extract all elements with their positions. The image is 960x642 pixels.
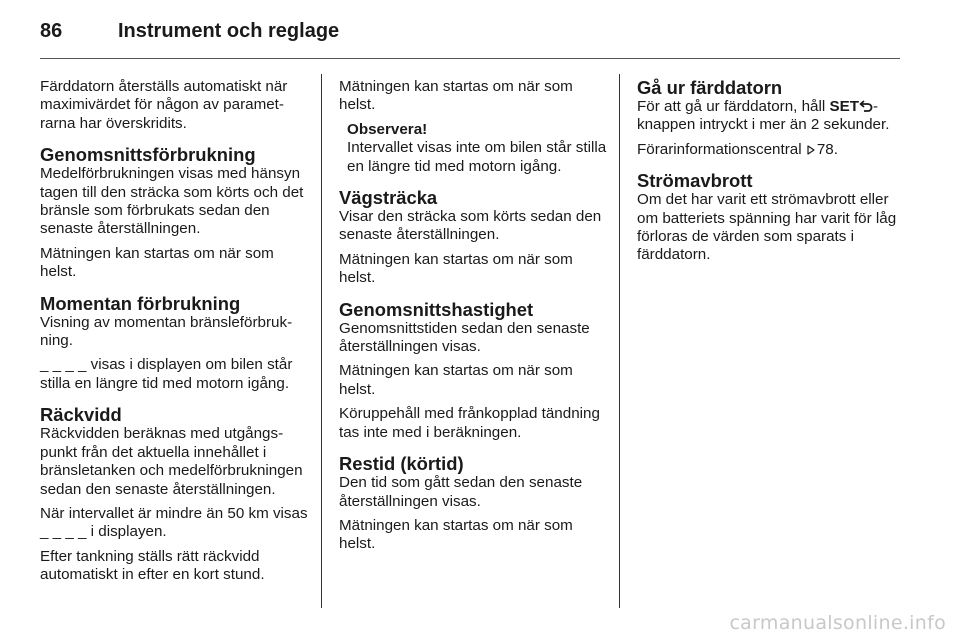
paragraph: Medelförbrukningen visas med hänsyn tagen till den sträcka som körts och det bränsle som förbrukats sedan den senaste återställningen. bbox=[40, 165, 304, 238]
note-text: Intervallet visas inte om bilen står stilla en längre tid med motorn igång. bbox=[347, 139, 607, 175]
watermark: carmanualsonline.info bbox=[729, 612, 946, 634]
page-title: Instrument och reglage bbox=[118, 20, 340, 42]
column-1 bbox=[40, 78, 310, 591]
intro-paragraph: Färddatorn återställs automatiskt när maximivärdet för någon av parametrarna har överskridits. bbox=[40, 78, 288, 132]
section-heading-instant-consumption: Momentan förbrukning bbox=[40, 292, 241, 314]
paragraph: Visar den sträcka som körts sedan den senaste återställningen. bbox=[339, 208, 602, 244]
section-heading-trip-time: Restid (körtid) bbox=[339, 453, 464, 475]
paragraph: Mätningen kan startas om när som helst. bbox=[40, 244, 274, 281]
page-number: 86 bbox=[40, 20, 63, 42]
note-box bbox=[339, 121, 607, 176]
set-button-label: SET bbox=[829, 98, 860, 115]
section-heading-avg-consumption: Genomsnittsförbrukning bbox=[40, 144, 256, 166]
reference-triangle-icon bbox=[807, 145, 815, 155]
section-heading-power-failure: Strömavbrott bbox=[637, 170, 753, 192]
paragraph: Köruppehåll med frånkopplad tändning tas inte med i beräkningen. bbox=[339, 405, 600, 441]
paragraph: Efter tankning ställs rätt räckvidd automatiskt in efter en kort stund. bbox=[40, 547, 265, 584]
column-3 bbox=[637, 78, 905, 271]
paragraph-exit-instructions bbox=[637, 98, 905, 135]
section-heading-distance: Vägsträcka bbox=[339, 187, 438, 209]
section-heading-range: Räckvidd bbox=[40, 404, 122, 426]
paragraph: När intervallet är mindre än 50 km visas _ _ _ _ i displayen. bbox=[40, 504, 308, 541]
exit-text-pre: För att gå ur färddatorn, håll bbox=[637, 98, 826, 115]
exit-text-post: -knappen intryckt i mer än 2 sekunder. bbox=[637, 98, 890, 134]
column-divider-2 bbox=[619, 74, 620, 608]
section-heading-exit: Gå ur färddatorn bbox=[637, 77, 783, 98]
paragraph: Mätningen kan startas om när som helst. bbox=[339, 362, 573, 398]
reference-page[interactable]: 78. bbox=[816, 140, 838, 158]
paragraph: Räckvidden beräknas med utgångspunkt från det aktuella innehållet i bränsletanken och medelförbrukningen sedan den senaste återställningen. bbox=[40, 425, 303, 498]
header-divider bbox=[40, 58, 900, 59]
paragraph: Mätningen kan startas om när som helst. bbox=[339, 250, 573, 287]
note-title: Observera! bbox=[347, 120, 428, 138]
paragraph: _ _ _ _ visas i displayen om bilen står stilla en längre tid med motorn igång. bbox=[40, 356, 293, 392]
paragraph: Visning av momentan bränsleförbrukning. bbox=[40, 313, 293, 350]
reference-text: Förarinformationscentral bbox=[637, 140, 802, 158]
paragraph-reference bbox=[637, 141, 905, 159]
paragraph: Mätningen kan startas om när som helst. bbox=[339, 516, 573, 553]
column-2 bbox=[339, 78, 607, 560]
paragraph: Mätningen kan startas om när som helst. bbox=[339, 78, 573, 114]
column-divider-1 bbox=[321, 74, 322, 608]
paragraph: Om det har varit ett strömavbrott eller om batteriets spänning har varit för låg förloras de värden som sparats i färddatorn. bbox=[637, 191, 897, 264]
paragraph: Den tid som gått sedan den senaste återställningen visas. bbox=[339, 474, 583, 510]
section-heading-avg-speed: Genomsnittshastighet bbox=[339, 298, 534, 320]
back-arrow-icon bbox=[859, 99, 873, 112]
paragraph: Genomsnittstiden sedan den senaste återställningen visas. bbox=[339, 319, 590, 356]
